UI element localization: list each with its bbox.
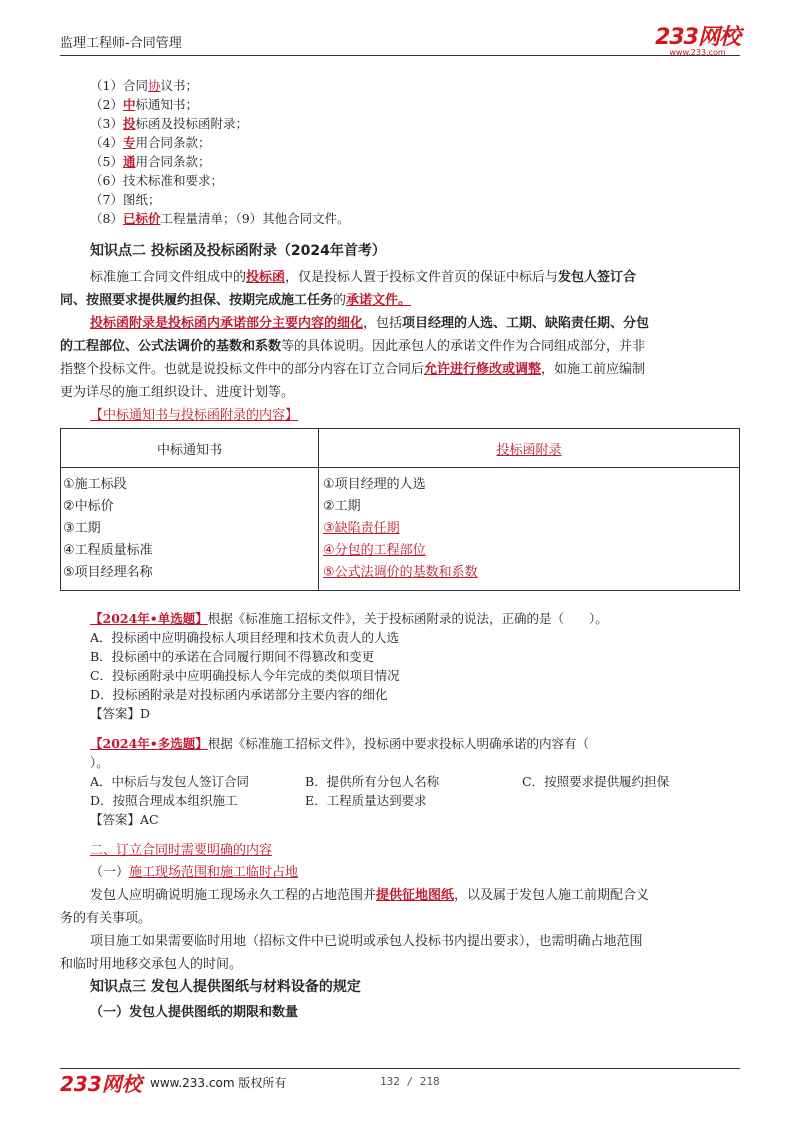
- comparison-table: [60, 428, 740, 591]
- question-option: B．提供所有分包人名称: [305, 774, 440, 789]
- paragraph-line: 发包人应明确说明施工现场永久工程的占地范围并提供征地图纸，以及属于发包人施工前期配合义: [90, 888, 650, 903]
- table-item: ③工期: [63, 521, 101, 536]
- paragraph-line: 指整个投标文件。也就是说投标文件中的部分内容在订立合同后允许进行修改或调整，如施工前应编制: [60, 362, 646, 377]
- list-item: （6）技术标准和要求；: [90, 173, 223, 188]
- question-answer: 【答案】AC: [90, 812, 159, 827]
- question-stem: 【2024年•多选题】根据《标准施工招标文件》，投标函中要求投标人明确承诺的内容有（: [90, 736, 590, 751]
- table-item: ③缺陷责任期: [323, 521, 400, 536]
- header-title: 监理工程师-合同管理: [60, 36, 182, 51]
- table-cell-bid-appendix: [319, 468, 740, 591]
- question-answer: 【答案】D: [90, 706, 151, 721]
- table-cell-award-letter: [61, 468, 319, 591]
- table-item: ②工期: [323, 499, 361, 514]
- question-option: E．工程质量达到要求: [305, 793, 427, 808]
- question-option: A．中标后与发包人签订合同: [90, 774, 250, 789]
- sub-heading: （一）发包人提供图纸的期限和数量: [90, 1005, 299, 1020]
- paragraph-line: 的工程部位、公式法调价的基数和系数等的具体说明。因此承包人的承诺文件作为合同组成部分，并非: [60, 339, 646, 354]
- page-number: 132 / 218: [380, 1075, 440, 1088]
- question-option: D．按照合理成本组织施工: [90, 793, 238, 808]
- paragraph-line: 和临时用地移交承包人的时间。: [60, 957, 243, 972]
- list-item: （7）图纸；: [90, 192, 161, 207]
- paragraph-line: 同、按照要求提供履约担保、按期完成施工任务的承诺文件。: [60, 293, 412, 308]
- list-item: （2）中标通知书；: [90, 97, 198, 112]
- paragraph-line: 投标函附录是投标函内承诺部分主要内容的细化，包括项目经理的人选、工期、缺陷责任期、分包: [90, 316, 650, 331]
- sub-heading: （一）施工现场范围和施工临时占地: [90, 865, 299, 880]
- logo-main: 233网校: [655, 25, 740, 50]
- paragraph-line: 务的有关事项。: [60, 911, 152, 926]
- question-option: C．投标函附录中应明确投标人今年完成的类似项目情况: [90, 668, 400, 683]
- table-item: ①施工标段: [63, 477, 127, 492]
- list-item: （3）投标函及投标函附录；: [90, 116, 248, 131]
- list-item: （5）通用合同条款；: [90, 154, 211, 169]
- question-stem: 【2024年•单选题】根据《标准施工招标文件》，关于投标函附录的说法，正确的是（ ）。: [90, 611, 608, 626]
- table-item: ④工程质量标准: [63, 543, 153, 558]
- table-header-bid-appendix: 投标函附录: [319, 429, 740, 468]
- table-caption: 【中标通知书与投标函附录的内容】: [90, 408, 299, 423]
- section-heading: 知识点二 投标函及投标函附录（2024年首考）: [90, 243, 386, 259]
- paragraph-line: 标准施工合同文件组成中的投标函，仅是投标人置于投标文件首页的保证中标后与发包人签订合: [90, 270, 637, 285]
- header-rule: [60, 55, 740, 56]
- table-header-award-letter: 中标通知书: [61, 429, 319, 468]
- table-item: ⑤公式法调价的基数和系数: [323, 565, 478, 580]
- logo: [655, 20, 740, 57]
- question-option: C．按照要求提供履约担保: [522, 774, 670, 789]
- question-option: D．投标函附录是对投标函内承诺部分主要内容的细化: [90, 687, 388, 702]
- question-option: B．投标函中的承诺在合同履行期间不得篡改和变更: [90, 649, 375, 664]
- logo-sub: www.233.com: [669, 48, 726, 57]
- paragraph-line: 更为详尽的施工组织设计、进度计划等。: [60, 385, 295, 400]
- list-item: （8）已标价工程量清单；（9）其他合同文件。: [90, 211, 350, 226]
- section-heading: 二、订立合同时需要明确的内容: [90, 843, 273, 858]
- question-stem-continued: ）。: [90, 755, 109, 770]
- list-item: （4）专用合同条款；: [90, 135, 211, 150]
- question-option: A．投标函中应明确投标人项目经理和技术负责人的人选: [90, 630, 400, 645]
- footer-logo: 233网校: [60, 1072, 142, 1096]
- table-item: ①项目经理的人选: [323, 477, 426, 492]
- table-item: ②中标价: [63, 499, 114, 514]
- table-item: ⑤项目经理名称: [63, 565, 153, 580]
- section-heading: 知识点三 发包人提供图纸与材料设备的规定: [90, 979, 361, 995]
- list-item: （1）合同协议书；: [90, 78, 198, 93]
- footer-site: www.233.com 版权所有: [150, 1076, 287, 1090]
- paragraph-line: 项目施工如果需要临时用地（招标文件中已说明或承包人投标书内提出要求），也需明确占地范围: [90, 934, 643, 949]
- table-item: ④分包的工程部位: [323, 543, 426, 558]
- footer-rule: [60, 1068, 740, 1069]
